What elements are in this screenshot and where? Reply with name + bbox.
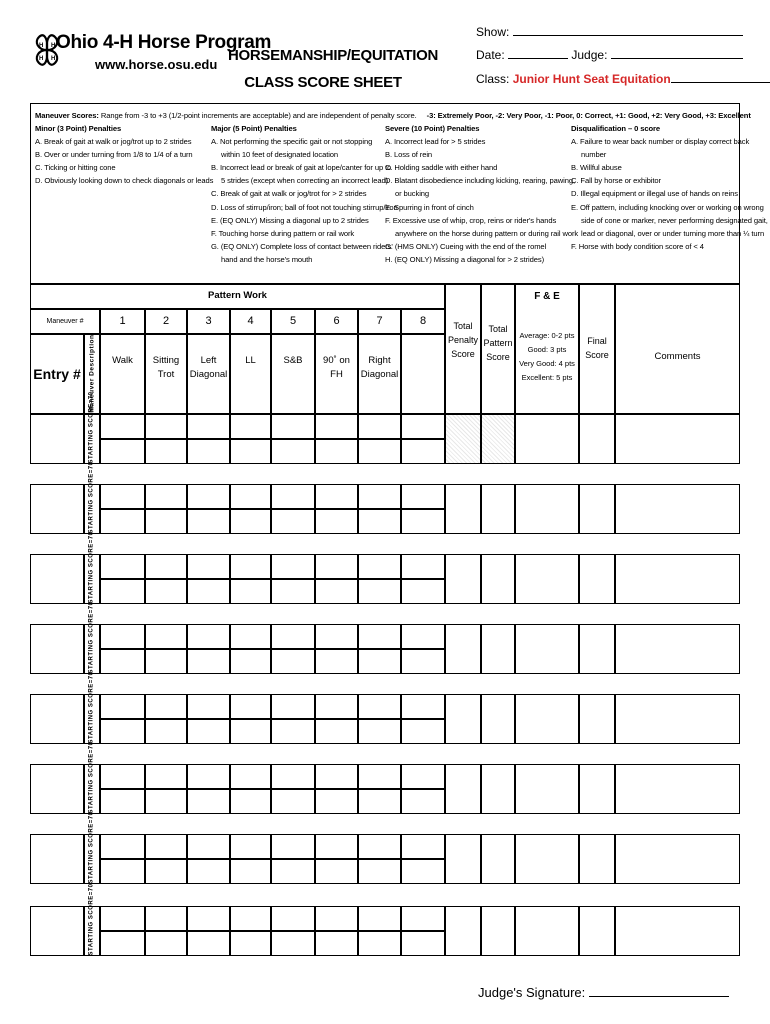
maneuver-penalty-cell[interactable] <box>100 649 145 674</box>
major-line: within 10 feet of designated location <box>221 150 339 160</box>
starting-score-label: STARTING SCORE=70 <box>88 601 95 674</box>
score-entry-cell[interactable] <box>445 834 481 884</box>
score-entry-cell[interactable] <box>515 694 579 744</box>
class-label: Class: <box>476 72 510 86</box>
scores-text: Range from -3 to +3 (1/2-point increments are acceptable) and are independent of penalty score. <box>100 111 417 120</box>
score-entry-cell[interactable] <box>615 414 740 464</box>
sheet-title <box>228 42 439 96</box>
final-score-label: Final Score <box>585 336 609 360</box>
maneuver-score-cell[interactable] <box>271 906 315 931</box>
score-entry-cell[interactable] <box>515 484 579 534</box>
maneuver-score-cell[interactable] <box>271 764 315 789</box>
severe-line: E. Spurring in front of cinch <box>385 202 474 212</box>
severe-line: F. Excessive use of whip, crop, reins or rider's hands <box>385 215 557 225</box>
class-value: Junior Hunt Seat Equitation <box>512 72 671 86</box>
maneuver-score-cell[interactable] <box>230 694 271 719</box>
maneuver-score-cell[interactable] <box>271 554 315 579</box>
maneuver-penalty-cell[interactable] <box>271 719 315 744</box>
maneuver-penalty-cell[interactable] <box>187 789 230 814</box>
penalty-rules-box <box>30 103 768 284</box>
maneuver-score-cell[interactable] <box>358 554 401 579</box>
maneuver-penalty-cell[interactable] <box>145 509 187 534</box>
maneuver-score-cell[interactable] <box>100 624 145 649</box>
maneuver-score-cell[interactable] <box>145 484 187 509</box>
major-line: A. Not performing the specific gait or not stopping <box>211 137 373 147</box>
severe-line: G. (HMS ONLY) Cueing with the end of the romel <box>385 241 547 251</box>
maneuver-score-cell[interactable] <box>401 764 445 789</box>
score-entry-cell[interactable] <box>481 834 515 884</box>
maneuver-score-cell[interactable] <box>230 484 271 509</box>
maneuver-penalty-cell[interactable] <box>145 579 187 604</box>
maneuver-description: Sitting Trot <box>152 355 180 380</box>
judge-line[interactable] <box>611 47 743 59</box>
maneuver-description: LL <box>245 355 256 366</box>
total-penalty-label: Total Penalty Score <box>447 321 479 359</box>
score-entry-cell[interactable] <box>615 624 740 674</box>
maneuver-penalty-cell[interactable] <box>187 649 230 674</box>
maneuver-score-cell[interactable] <box>271 834 315 859</box>
score-entry-cell[interactable] <box>615 554 740 604</box>
score-entry-cell[interactable] <box>579 906 615 956</box>
starting-score-label: STARTING SCORE=70 <box>88 461 95 534</box>
maneuver-penalty-cell[interactable] <box>271 859 315 884</box>
maneuver-score-cell[interactable] <box>187 764 230 789</box>
maneuver-score-cell[interactable] <box>230 414 271 439</box>
maneuver-score-cell[interactable] <box>315 834 358 859</box>
major-penalties <box>211 122 398 266</box>
show-label: Show: <box>476 25 510 39</box>
dq-line: side of cone or marker, never performing designated gait, <box>581 215 768 225</box>
maneuver-penalty-cell[interactable] <box>100 579 145 604</box>
maneuver-score-cell[interactable] <box>187 414 230 439</box>
score-entry-cell[interactable] <box>579 484 615 534</box>
maneuver-number: 7 <box>376 315 383 327</box>
entry-number-cell[interactable] <box>30 484 84 534</box>
maneuver-score-cell[interactable] <box>401 624 445 649</box>
maneuver-score-cell[interactable] <box>187 484 230 509</box>
severe-line: D. Blatant disobedience including kicking, rearing, pawing, <box>385 176 575 186</box>
maneuver-score-cell[interactable] <box>100 414 145 439</box>
maneuver-score-cell[interactable] <box>145 414 187 439</box>
maneuver-score-cell[interactable] <box>100 764 145 789</box>
date-label: Date: <box>476 48 505 62</box>
score-entry-cell[interactable] <box>515 764 579 814</box>
svg-text:H: H <box>51 43 56 49</box>
fe-line: Good: 3 pts <box>527 345 567 354</box>
severe-line: H. (EQ ONLY) Missing a diagonal for > 2 strides) <box>385 254 545 264</box>
maneuver-score-cell[interactable] <box>401 694 445 719</box>
maneuver-score-cell[interactable] <box>100 694 145 719</box>
score-entry-cell[interactable] <box>615 906 740 956</box>
maneuver-description: Right Diagonal <box>360 355 399 380</box>
maneuver-penalty-cell[interactable] <box>315 931 358 956</box>
maneuver-penalty-cell[interactable] <box>271 509 315 534</box>
maneuver-penalty-cell[interactable] <box>401 509 445 534</box>
maneuver-penalty-cell[interactable] <box>230 579 271 604</box>
score-entry-cell[interactable] <box>481 414 515 464</box>
maneuver-penalty-cell[interactable] <box>401 719 445 744</box>
maneuver-penalty-cell[interactable] <box>230 789 271 814</box>
judge-signature-field[interactable] <box>478 985 729 1000</box>
maneuver-score-cell[interactable] <box>145 694 187 719</box>
maneuver-penalty-cell[interactable] <box>315 859 358 884</box>
maneuver-penalty-cell[interactable] <box>187 439 230 464</box>
maneuver-penalty-cell[interactable] <box>315 649 358 674</box>
sheet-title-line2: CLASS SCORE SHEET <box>244 74 402 91</box>
maneuver-penalty-cell[interactable] <box>358 649 401 674</box>
maneuver-penalty-cell[interactable] <box>187 859 230 884</box>
minor-line: C. Ticking or hitting cone <box>35 163 116 173</box>
show-line[interactable] <box>513 24 743 36</box>
score-entry-cell[interactable] <box>579 694 615 744</box>
svg-text:H: H <box>51 56 56 62</box>
entry-label: Entry # <box>33 366 81 382</box>
entry-number-cell[interactable] <box>30 694 84 744</box>
dq-line: F. Horse with body condition score of < 4 <box>571 241 704 251</box>
maneuver-penalty-cell[interactable] <box>187 579 230 604</box>
major-line: B. Incorrect lead or break of gait at lope/canter for up to <box>211 163 392 173</box>
entry-number-cell[interactable] <box>30 764 84 814</box>
sheet-title-line1: HORSEMANSHIP/EQUITATION <box>228 47 439 64</box>
maneuver-penalty-cell[interactable] <box>100 789 145 814</box>
maneuver-score-cell[interactable] <box>358 906 401 931</box>
program-url[interactable]: www.horse.osu.edu <box>95 57 218 72</box>
maneuver-penalty-cell[interactable] <box>401 789 445 814</box>
score-entry-cell[interactable] <box>579 624 615 674</box>
minor-heading: Minor (3 Point) Penalties <box>35 124 122 133</box>
maneuver-score-cell[interactable] <box>187 834 230 859</box>
maneuver-penalty-cell[interactable] <box>271 931 315 956</box>
score-entry-cell[interactable] <box>515 624 579 674</box>
dq-line: B. Willful abuse <box>571 163 622 173</box>
maneuver-score-cell[interactable] <box>315 414 358 439</box>
fe-line: Very Good: 4 pts <box>519 359 575 368</box>
starting-score-label: STARTING SCORE=70 <box>88 531 95 604</box>
score-entry-cell[interactable] <box>481 764 515 814</box>
maneuver-penalty-cell[interactable] <box>358 789 401 814</box>
maneuver-penalty-cell[interactable] <box>100 439 145 464</box>
maneuver-score-cell[interactable] <box>401 554 445 579</box>
maneuver-score-cell[interactable] <box>145 834 187 859</box>
maneuver-penalty-cell[interactable] <box>100 719 145 744</box>
starting-score-label: STARTING SCORE=70 <box>88 883 95 956</box>
maneuver-description-label: Maneuver Description <box>88 334 96 413</box>
minor-line: D. Obviously looking down to check diagonals or leads <box>35 176 214 186</box>
severe-line: anywhere on the horse during pattern or during rail work <box>395 228 579 238</box>
maneuver-penalty-cell[interactable] <box>230 931 271 956</box>
fe-heading: F & E <box>534 291 560 302</box>
maneuver-score-cell[interactable] <box>187 554 230 579</box>
class-line[interactable] <box>671 71 770 83</box>
maneuver-penalty-cell[interactable] <box>187 931 230 956</box>
maneuver-score-cell[interactable] <box>315 554 358 579</box>
maneuver-penalty-cell[interactable] <box>401 439 445 464</box>
maneuver-scores-note <box>35 109 751 122</box>
dq-line: C. Fall by horse or exhibitor <box>571 176 661 186</box>
maneuver-score-cell[interactable] <box>358 764 401 789</box>
major-line: 5 strides (except when correcting an incorrect lead) <box>221 176 389 186</box>
maneuver-number: 6 <box>333 315 340 327</box>
total-pattern-label: Total Pattern Score <box>483 324 513 362</box>
fe-line: Excellent: 5 pts <box>521 373 573 382</box>
signature-label: Judge's Signature: <box>478 985 586 1000</box>
maneuver-score-cell[interactable] <box>358 834 401 859</box>
pattern-work-label: Pattern Work <box>208 290 267 301</box>
maneuver-number-label: Maneuver # <box>46 318 84 325</box>
dq-line: A. Failure to wear back number or display correct back <box>571 137 750 147</box>
maneuver-score-cell[interactable] <box>100 906 145 931</box>
major-line: hand and the horse's mouth <box>221 254 313 264</box>
maneuver-penalty-cell[interactable] <box>145 789 187 814</box>
score-entry-cell[interactable] <box>515 554 579 604</box>
maneuver-penalty-cell[interactable] <box>145 439 187 464</box>
score-entry-cell[interactable] <box>515 906 579 956</box>
maneuver-score-cell[interactable] <box>145 906 187 931</box>
score-entry-cell[interactable] <box>445 414 481 464</box>
severe-heading: Severe (10 Point) Penalties <box>385 124 480 133</box>
maneuver-score-cell[interactable] <box>401 484 445 509</box>
maneuver-score-cell[interactable] <box>315 694 358 719</box>
maneuver-penalty-cell[interactable] <box>315 509 358 534</box>
score-entry-cell[interactable] <box>481 554 515 604</box>
major-line: G. (EQ ONLY) Complete loss of contact between riders' <box>211 241 393 251</box>
score-entry-cell[interactable] <box>579 834 615 884</box>
minor-line: B. Over or under turning from 1/8 to 1/4 of a turn <box>35 150 193 160</box>
maneuver-penalty-cell[interactable] <box>401 649 445 674</box>
maneuver-description-cell <box>271 334 315 414</box>
maneuver-score-cell[interactable] <box>230 764 271 789</box>
minor-penalties <box>35 122 213 187</box>
maneuver-penalty-cell[interactable] <box>145 931 187 956</box>
comments-header <box>615 284 740 414</box>
score-entry-cell[interactable] <box>445 906 481 956</box>
maneuver-number: 2 <box>162 315 170 327</box>
maneuver-description-cell <box>230 334 271 414</box>
maneuver-number: 4 <box>247 315 254 327</box>
scores-label: Maneuver Scores: <box>35 111 99 120</box>
major-heading: Major (5 Point) Penalties <box>211 124 297 133</box>
major-line: F. Touching horse during pattern or rail work <box>211 228 355 238</box>
maneuver-score-cell[interactable] <box>187 906 230 931</box>
maneuver-score-cell[interactable] <box>401 834 445 859</box>
score-entry-cell[interactable] <box>445 484 481 534</box>
maneuver-score-cell[interactable] <box>230 554 271 579</box>
maneuver-penalty-cell[interactable] <box>358 931 401 956</box>
show-field[interactable] <box>476 24 743 39</box>
maneuver-score-cell[interactable] <box>230 834 271 859</box>
entry-number-cell[interactable] <box>30 554 84 604</box>
maneuver-penalty-cell[interactable] <box>271 579 315 604</box>
maneuver-score-cell[interactable] <box>145 764 187 789</box>
entry-number-cell[interactable] <box>30 834 84 884</box>
maneuver-score-cell[interactable] <box>358 624 401 649</box>
starting-score-label: STARTING SCORE=70 <box>88 741 95 814</box>
maneuver-penalty-cell[interactable] <box>315 579 358 604</box>
maneuver-penalty-cell[interactable] <box>315 789 358 814</box>
score-entry-cell[interactable] <box>445 694 481 744</box>
maneuver-score-cell[interactable] <box>315 484 358 509</box>
score-entry-cell[interactable] <box>445 764 481 814</box>
maneuver-score-cell[interactable] <box>271 694 315 719</box>
dq-line: D. Illegal equipment or illegal use of hands on reins <box>571 189 738 199</box>
maneuver-penalty-cell[interactable] <box>230 719 271 744</box>
maneuver-penalty-cell[interactable] <box>145 719 187 744</box>
judge-label: Judge: <box>571 48 608 62</box>
score-entry-cell[interactable] <box>579 414 615 464</box>
maneuver-score-cell[interactable] <box>187 694 230 719</box>
maneuver-number: 5 <box>289 315 297 327</box>
class-field[interactable] <box>476 71 770 86</box>
maneuver-score-cell[interactable] <box>100 484 145 509</box>
starting-score-label: STARTING SCORE=70 <box>88 811 95 884</box>
severe-line: or bucking <box>395 189 430 199</box>
maneuver-penalty-cell[interactable] <box>315 719 358 744</box>
maneuver-penalty-cell[interactable] <box>230 439 271 464</box>
maneuver-penalty-cell[interactable] <box>187 509 230 534</box>
maneuver-description-cell <box>401 334 445 414</box>
dq-line: E. Off pattern, including knocking over or working on wrong <box>571 202 764 212</box>
svg-text:H: H <box>39 43 44 49</box>
maneuver-penalty-cell[interactable] <box>401 931 445 956</box>
maneuver-score-cell[interactable] <box>145 554 187 579</box>
maneuver-penalty-cell[interactable] <box>145 649 187 674</box>
scores-scale: -3: Extremely Poor, -2: Very Poor, -1: Poor, 0: Correct, +1: Good, +2: Very Good, +3: Excellent <box>426 111 751 120</box>
maneuver-penalty-cell[interactable] <box>271 789 315 814</box>
maneuver-score-cell[interactable] <box>230 906 271 931</box>
major-line: E. (EQ ONLY) Missing a diagonal up to 2 strides <box>211 215 369 225</box>
starting-score-label: STARTING SCORE=70 <box>88 391 95 464</box>
maneuver-penalty-cell[interactable] <box>358 859 401 884</box>
maneuver-penalty-cell[interactable] <box>100 509 145 534</box>
dq-heading: Disqualification – 0 score <box>571 124 660 133</box>
maneuver-number: 1 <box>119 315 126 327</box>
maneuver-penalty-cell[interactable] <box>358 439 401 464</box>
minor-line: A. Break of gait at walk or jog/trot up to 2 strides <box>35 137 192 147</box>
score-entry-cell[interactable] <box>445 554 481 604</box>
score-entry-cell[interactable] <box>615 484 740 534</box>
maneuver-penalty-cell[interactable] <box>100 859 145 884</box>
score-entry-cell[interactable] <box>615 764 740 814</box>
major-line: C. Break of gait at walk or jog/trot for > 2 strides <box>211 189 367 199</box>
maneuver-description-cell <box>100 334 145 414</box>
maneuver-penalty-cell[interactable] <box>230 859 271 884</box>
date-line[interactable] <box>508 47 568 59</box>
score-entry-cell[interactable] <box>515 834 579 884</box>
entry-number-cell[interactable] <box>30 414 84 464</box>
major-line: D. Loss of stirrup/iron; ball of foot not touching stirrup/iron <box>211 202 398 212</box>
maneuver-score-cell[interactable] <box>271 484 315 509</box>
maneuver-score-cell[interactable] <box>358 694 401 719</box>
severe-line: A. Incorrect lead for > 5 strides <box>385 137 486 147</box>
maneuver-penalty-cell[interactable] <box>401 859 445 884</box>
score-entry-cell[interactable] <box>615 834 740 884</box>
entry-number-cell[interactable] <box>30 906 84 956</box>
maneuver-score-cell[interactable] <box>187 624 230 649</box>
score-entry-cell[interactable] <box>615 694 740 744</box>
svg-text:H: H <box>39 56 44 62</box>
score-entry-cell[interactable] <box>515 414 579 464</box>
fe-line: Average: 0-2 pts <box>519 331 575 340</box>
starting-score-label: STARTING SCORE=70 <box>88 671 95 744</box>
maneuver-description: Left Diagonal <box>189 355 228 380</box>
maneuver-score-cell[interactable] <box>358 414 401 439</box>
score-entry-cell[interactable] <box>481 694 515 744</box>
maneuver-penalty-cell[interactable] <box>230 649 271 674</box>
maneuver-score-cell[interactable] <box>271 624 315 649</box>
maneuver-penalty-cell[interactable] <box>100 931 145 956</box>
severe-line: B. Loss of rein <box>385 150 433 160</box>
maneuver-penalty-cell[interactable] <box>230 509 271 534</box>
date-judge-field[interactable] <box>476 47 743 62</box>
maneuver-score-cell[interactable] <box>358 484 401 509</box>
maneuver-penalty-cell[interactable] <box>315 439 358 464</box>
maneuver-penalty-cell[interactable] <box>358 719 401 744</box>
maneuver-penalty-cell[interactable] <box>271 649 315 674</box>
severe-line: C. Holding saddle with either hand <box>385 163 498 173</box>
entry-number-cell[interactable] <box>30 624 84 674</box>
score-entry-cell[interactable] <box>481 484 515 534</box>
maneuver-penalty-cell[interactable] <box>145 859 187 884</box>
maneuver-score-cell[interactable] <box>401 414 445 439</box>
maneuver-score-cell[interactable] <box>315 906 358 931</box>
maneuver-score-cell[interactable] <box>315 764 358 789</box>
severe-penalties <box>385 122 578 266</box>
maneuver-penalty-cell[interactable] <box>401 579 445 604</box>
score-entry-cell[interactable] <box>579 554 615 604</box>
maneuver-penalty-cell[interactable] <box>358 579 401 604</box>
maneuver-score-cell[interactable] <box>145 624 187 649</box>
maneuver-number: 3 <box>205 315 212 327</box>
maneuver-score-cell[interactable] <box>100 554 145 579</box>
comments-label: Comments <box>654 351 701 362</box>
maneuver-score-cell[interactable] <box>100 834 145 859</box>
score-entry-cell[interactable] <box>481 906 515 956</box>
maneuver-score-cell[interactable] <box>315 624 358 649</box>
maneuver-number: 8 <box>419 315 427 327</box>
program-title: Ohio 4-H Horse Program <box>56 32 272 53</box>
maneuver-score-cell[interactable] <box>230 624 271 649</box>
maneuver-description: Walk <box>112 355 133 366</box>
score-entry-cell[interactable] <box>579 764 615 814</box>
disqualification <box>571 122 768 253</box>
score-entry-cell[interactable] <box>445 624 481 674</box>
maneuver-score-cell[interactable] <box>271 414 315 439</box>
signature-line[interactable] <box>589 985 729 997</box>
maneuver-description: 90˚ on FH <box>323 355 350 380</box>
maneuver-score-cell[interactable] <box>401 906 445 931</box>
maneuver-penalty-cell[interactable] <box>271 439 315 464</box>
dq-line: number <box>581 150 607 160</box>
maneuver-description: S&B <box>283 355 303 366</box>
dq-line: lead or diagonal, over or under turning more than ¼ turn <box>581 228 765 238</box>
score-entry-cell[interactable] <box>481 624 515 674</box>
maneuver-penalty-cell[interactable] <box>187 719 230 744</box>
maneuver-penalty-cell[interactable] <box>358 509 401 534</box>
